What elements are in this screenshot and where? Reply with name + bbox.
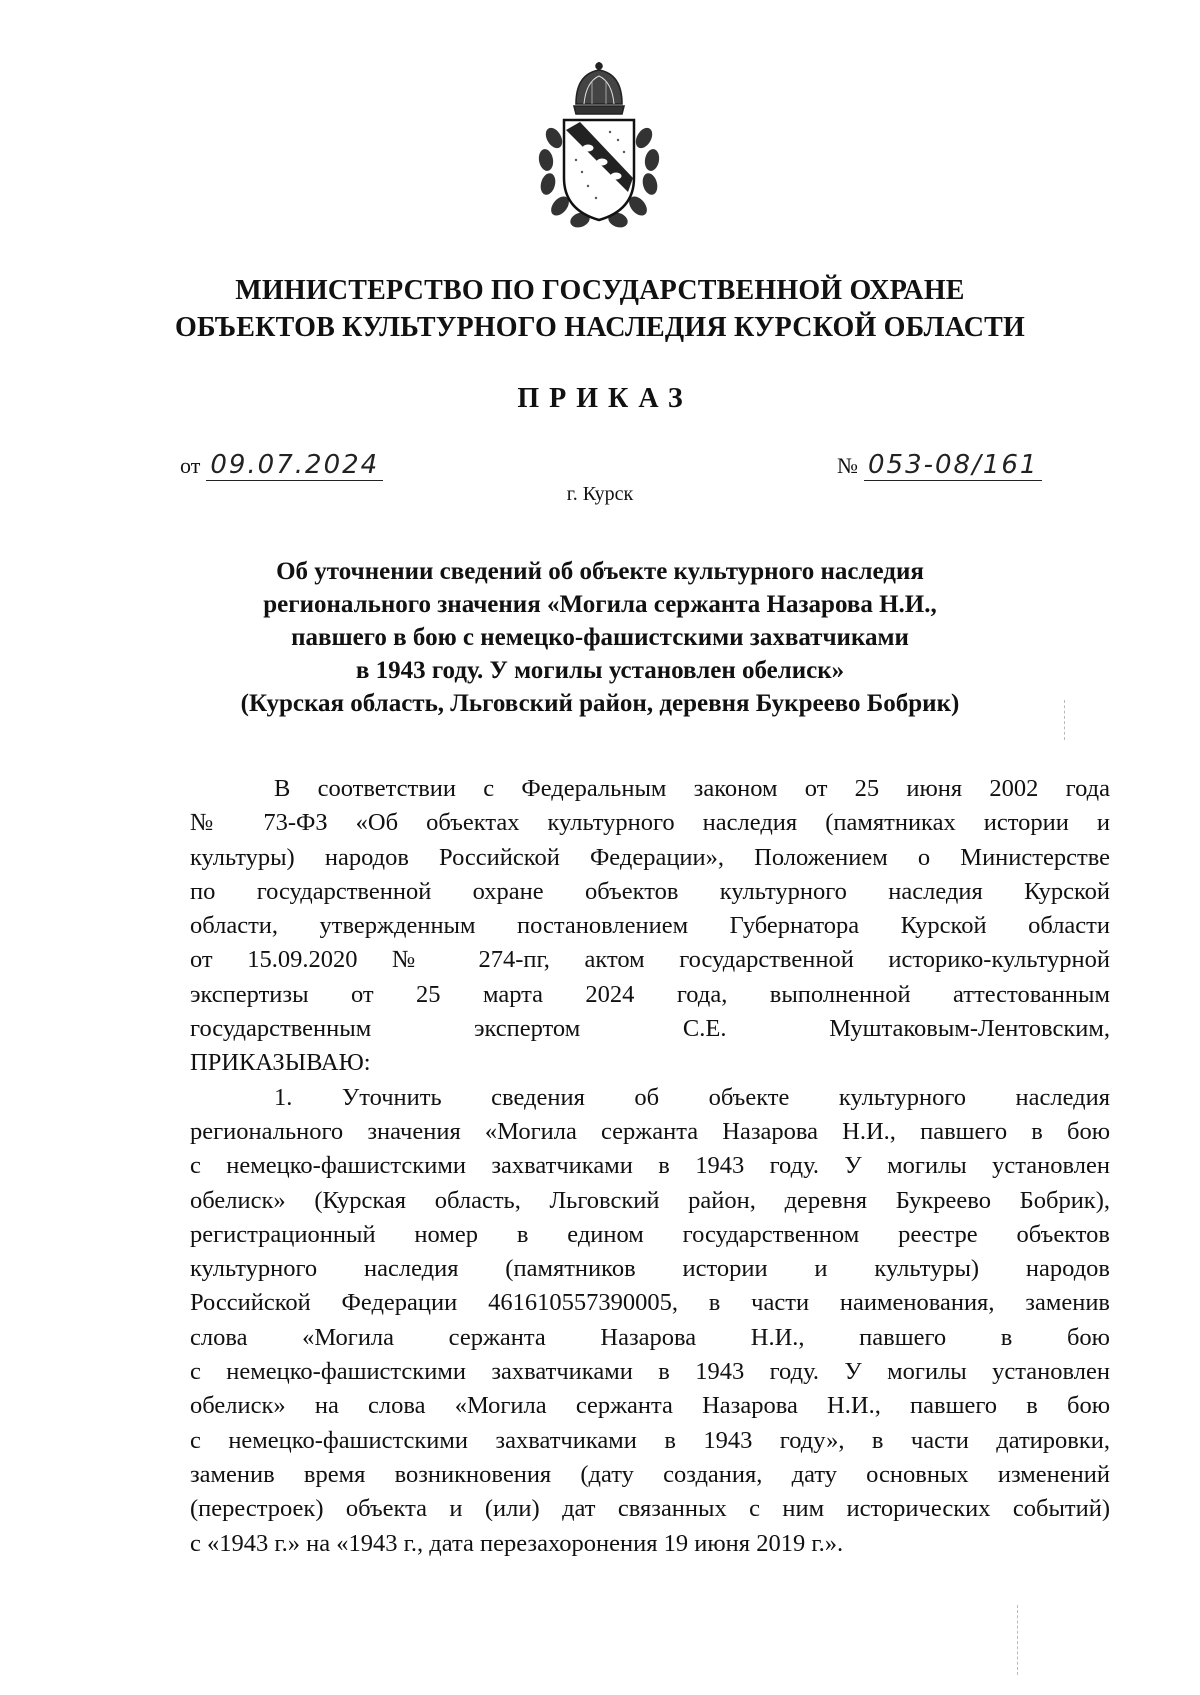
body-line: по государственной охране объектов культурного наследия Курской bbox=[190, 877, 1110, 905]
ministry-name-line-1: МИНИСТЕРСТВО ПО ГОСУДАРСТВЕННОЙ ОХРАНЕ bbox=[235, 275, 965, 306]
body-line: обелиск» (Курская область, Льговский район, деревня Букреево Бобрик), bbox=[190, 1186, 1110, 1214]
kursk-coat-of-arms-icon bbox=[536, 60, 662, 230]
body-line: (перестроек) объекта и (или) дат связанных с ним исторических событий) bbox=[190, 1495, 1110, 1523]
body-line: с немецко-фашистскими захватчиками в 1943 году. У могилы установлен bbox=[190, 1358, 1110, 1386]
body-line: с немецко-фашистскими захватчиками в 1943 году. У могилы установлен bbox=[190, 1152, 1110, 1180]
date-prefix: от bbox=[180, 453, 201, 478]
subject-line: павшего в бою с немецко-фашистскими захватчиками bbox=[291, 624, 909, 651]
scan-artifact bbox=[1064, 700, 1065, 740]
body-line: обелиск» на слова «Могила сержанта Назарова Н.И., павшего в бою bbox=[190, 1392, 1110, 1420]
body-line: Российской Федерации 461610557390005, в части наименования, заменив bbox=[190, 1289, 1110, 1317]
body-line: слова «Могила сержанта Назарова Н.И., павшего в бою bbox=[190, 1323, 1110, 1351]
subject-line: (Курская область, Льговский район, деревня Букреево Бобрик) bbox=[240, 690, 960, 717]
scan-artifact bbox=[1017, 1605, 1018, 1675]
number-prefix: № bbox=[837, 453, 858, 478]
city: г. Курск bbox=[566, 483, 634, 505]
body-line: от 15.09.2020 № 274-пг, актом государственной историко-культурной bbox=[190, 946, 1110, 974]
subject-line: Об уточнении сведений об объекте культурного наследия bbox=[276, 558, 924, 585]
order-title: ПРИКАЗ bbox=[517, 383, 693, 414]
body-line: 1. Уточнить сведения об объекте культурного наследия bbox=[274, 1083, 1110, 1111]
body-line: В соответствии с Федеральным законом от 25 июня 2002 года bbox=[274, 775, 1110, 802]
order-date bbox=[180, 450, 420, 481]
order-directive: ПРИКАЗЫВАЮ: bbox=[190, 1049, 371, 1077]
body-line: № 73-ФЗ «Об объектах культурного наследия (памятниках истории и bbox=[190, 809, 1110, 837]
body-line: области, утвержденным постановлением Губернатора Курской области bbox=[190, 912, 1110, 940]
order-body bbox=[190, 772, 1110, 1561]
order-subject bbox=[160, 555, 1040, 720]
body-line: культуры) народов Российской Федерации», Положением о Министерстве bbox=[190, 843, 1110, 871]
subject-line: в 1943 году. У могилы установлен обелиск» bbox=[355, 657, 845, 684]
body-line: государственным экспертом С.Е. Муштаковым-Лентовским, bbox=[190, 1015, 1110, 1043]
date-value: 09.07.2024 bbox=[206, 450, 383, 481]
subject-line: регионального значения «Могила сержанта Назарова Н.И., bbox=[263, 591, 937, 618]
body-line: экспертизы от 25 марта 2024 года, выполненной аттестованным bbox=[190, 980, 1110, 1008]
ministry-name-line-2: ОБЪЕКТОВ КУЛЬТУРНОГО НАСЛЕДИЯ КУРСКОЙ ОБЛАСТИ bbox=[174, 312, 1026, 343]
number-value: 053-08/161 bbox=[864, 450, 1042, 481]
body-line: заменив время возникновения (дату создания, дату основных изменений bbox=[190, 1460, 1110, 1488]
body-line: культурного наследия (памятников истории и культуры) народов bbox=[190, 1255, 1110, 1283]
body-line: с немецко-фашистскими захватчиками в 1943 году», в части датировки, bbox=[190, 1426, 1110, 1454]
order-number bbox=[837, 450, 1067, 481]
body-line: регистрационный номер в едином государственном реестре объектов bbox=[190, 1220, 1110, 1248]
body-line: регионального значения «Могила сержанта Назарова Н.И., павшего в бою bbox=[190, 1117, 1110, 1145]
body-line: с «1943 г.» на «1943 г., дата перезахоронения 19 июня 2019 г.». bbox=[190, 1529, 844, 1557]
